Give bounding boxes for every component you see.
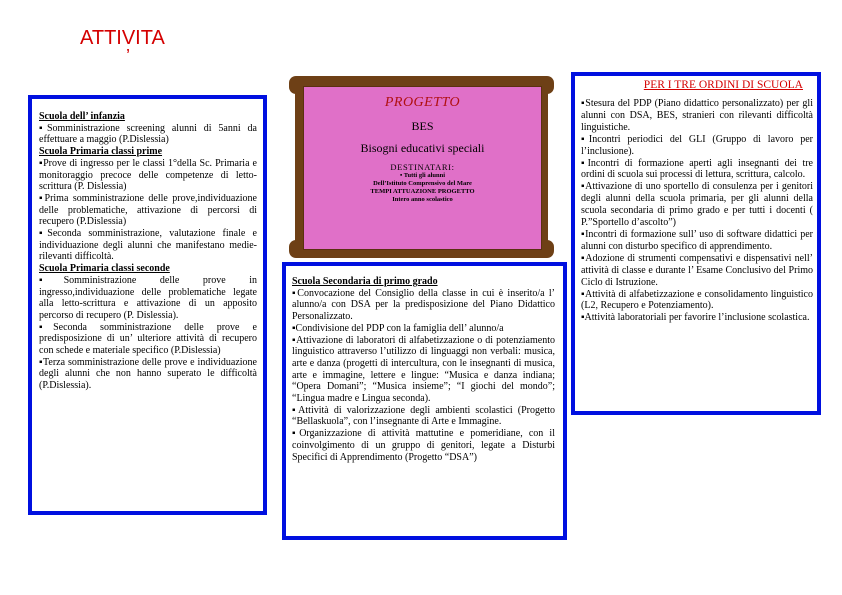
list-item: ▪Organizzazione di attività mattutine e pomeridiane, con il coinvolgimento di un gruppo di genitori, legate a Disturbi Specifici di Apprendimento (Progetto “DSA”) [292,428,555,463]
section-title-primaria-seconde: Scuola Primaria classi seconde [39,263,170,275]
project-subtitle: Bisogni educativi speciali [360,141,485,155]
section-title-infanzia: Scuola dell’ infanzia [39,111,125,122]
list-item: ▪Somministrazione delle prove in ingresso,individuazione delle problematiche legate alla letto-scrittura e attivazione di un apposito percorso di recupero (P. Dislessia). [39,274,257,321]
project-line: ▪ Tutti gli alunni [399,172,446,179]
list-item: ▪Attivazione di uno sportello di consulenza per i genitori degli alunni della scuola primaria, per gli alunni della scuola secondaria di primo grado e per tutti i docenti ( P.”Sportello d’ascolto”) [581,181,813,229]
list-item: ▪Adozione di strumenti compensativi e dispensativi nell’ attività di classe e durante l’ Esame Conclusivo del Primo Ciclo di Istruzione. [581,252,813,288]
list-item: ▪Attività di alfabetizzazione e consolidamento linguistico (L2, Recupero e Potenziamento). [581,288,813,312]
infanzia-primaria-box [28,95,267,515]
list-item: ▪Attività di valorizzazione degli ambienti scolastici (Progetto “Bellaskuola”, con l’insegnante di Arte e Immagine. [292,404,555,428]
list-item: ▪Seconda somministrazione delle prove e predisposizione di un’ ulteriore attività di recupero con schede e materiale specifico (P.Dislessia) [39,321,257,357]
list-item: ▪Attività laboratoriali per favorire l’inclusione scolastica. [581,312,810,324]
list-item: ▪Somministrazione screening alunni di 5anni da effettuare a maggio (P.Dislessia) [39,122,257,146]
page-title-mark: ’ [126,46,130,66]
list-item: ▪Convocazione del Consiglio della classe in cui è inserito/a l’ alunno/a con DSA per la predisposizione del Piano Didattico Personalizzato. [292,287,555,323]
list-item: ▪Stesura del PDP (Piano didattico personalizzato) per gli alunni con DSA, BES, stranieri con rilevanti difficoltà linguistiche. [581,98,813,133]
project-line: Intero anno scolastico [392,196,453,203]
tre-ordini-list [581,98,813,324]
project-scroll [285,72,558,262]
project-title: PROGETTO [384,95,461,110]
list-item: ▪Prove di ingresso per le classi 1°della Sc. Primaria e monitoraggio precoce delle competenze di letto-scrittura (P. Dislessia) [39,157,257,193]
project-destinatari: DESTINATARI: [390,162,455,172]
list-item: ▪Incontri di formazione sull’ uso di software didattici per alunni con disturbo specifico di apprendimento. [581,228,813,252]
page-title: ATTIVITA [80,27,165,49]
scroll-paper [303,86,542,250]
project-line: TEMPI ATTUAZIONE PROGETTO [370,188,475,195]
list-item: ▪Incontri periodici del GLI (Gruppo di lavoro per l’inclusione). [581,133,813,157]
project-line: Dell’Istituto Comprensivo del Mare [373,180,472,187]
list-item: ▪Seconda somministrazione, valutazione finale e individuazione degli alunni che manifestano medie-rilevanti difficoltà. [39,228,257,263]
section-title-primaria-prime: Scuola Primaria classi prime [39,146,163,158]
list-item: ▪Condivisione del PDP con la famiglia dell’ alunno/a [292,322,504,334]
list-item: ▪Terza somministrazione delle prove e individuazione degli alunni che non hanno superato le difficoltà (P.Dislessia). [39,356,257,392]
section-title-tre-ordini: PER I TRE ORDINI DI SCUOLA [643,79,803,91]
section-title-secondaria: Scuola Secondaria di primo grado [292,276,438,287]
tre-ordini-box [571,72,821,415]
list-item: ▪Attivazione di laboratori di alfabetizzazione o di potenziamento linguistico attraverso l’utilizzo di linguaggi non verbali: musica, arte e danza (progetti di intercultura, con le insegnanti di musica, arte e immagine, lettere e lingue: “Musica e danza indiana; “Opera Domani”; “Musica insieme”; “I giochi del mondo”; “Lingua madre e Lingua seconda). [292,334,555,405]
secondaria-box [282,262,567,540]
project-bes: BES [411,119,434,133]
list-item: ▪Prima somministrazione delle prove,individuazione delle problematiche, attivazione di percorsi di recupero (P.Dislessia) [39,192,257,228]
list-item: ▪Incontri di formazione aperti agli insegnanti dei tre ordini di scuola sui processi di lettura, scrittura, calcolo. [581,157,813,181]
